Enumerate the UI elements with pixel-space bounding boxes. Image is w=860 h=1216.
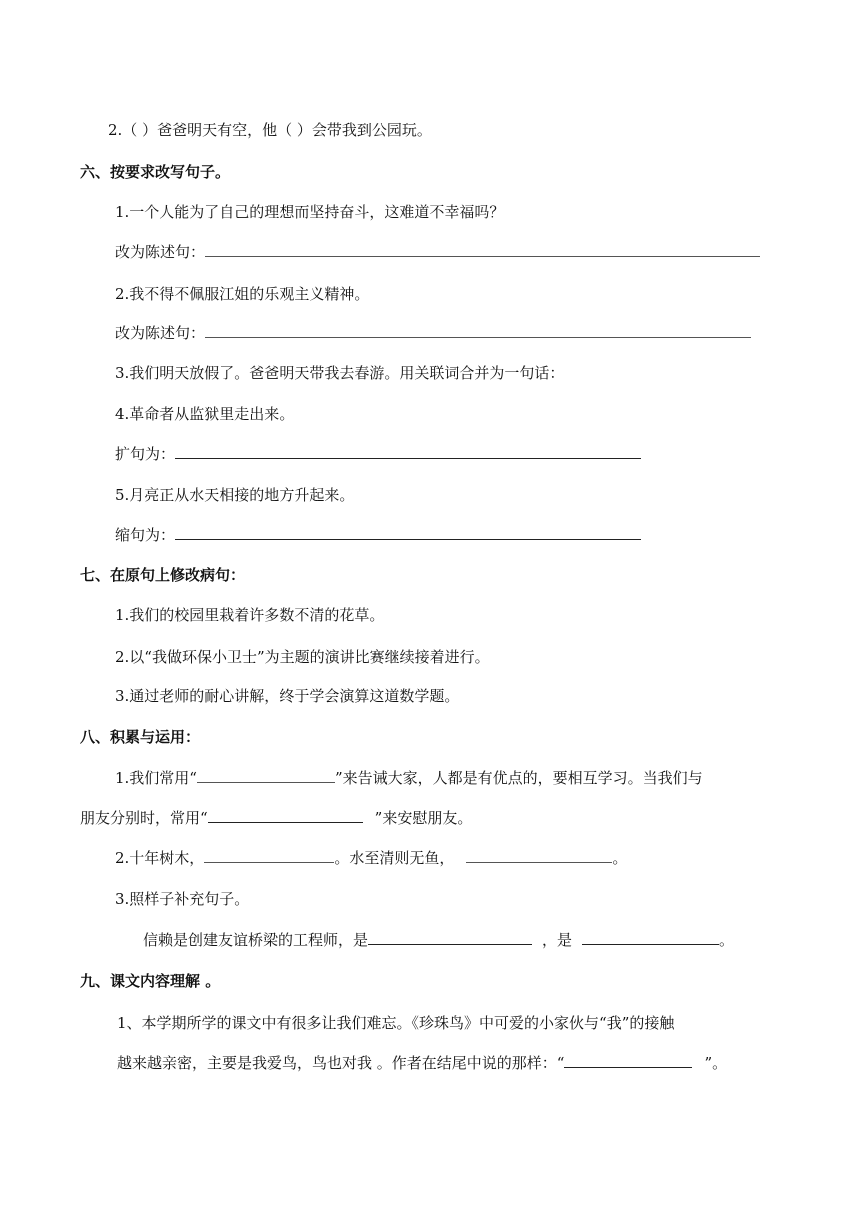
question-9-1-text-b: ”。: [704, 1054, 728, 1072]
answer-6-5-row: [115, 525, 641, 545]
question-8-2-text-c: 。: [612, 849, 628, 867]
question-8-2: [115, 848, 627, 868]
answer-6-1-label: 改为陈述句：: [115, 243, 206, 261]
answer-6-4-label: 扩句为：: [115, 445, 176, 463]
question-8-1-text-d: ”来安慰朋友。: [374, 809, 473, 827]
question-8-2-text-a: 2.十年树木，: [115, 849, 205, 867]
question-5-2: 2.（ ）爸爸明天有空，他（ ）会带我到公园玩。: [108, 121, 432, 139]
answer-6-2-label: 改为陈述句：: [115, 324, 206, 342]
question-6-5: 5.月亮正从水天相接的地方升起来。: [115, 486, 355, 504]
answer-8-2-blank-2[interactable]: [466, 848, 612, 863]
answer-6-4-row: [115, 444, 641, 464]
question-6-3: 3.我们明天放假了。爸爸明天带我去春游。用关联词合并为一句话：: [115, 364, 565, 382]
answer-8-1-blank-2[interactable]: [208, 808, 363, 823]
answer-6-5-blank[interactable]: [175, 525, 641, 540]
question-8-3-example: [143, 930, 734, 950]
question-8-3-text-c: 。: [719, 931, 735, 949]
question-8-2-text-b: 。水至清则无鱼，: [334, 849, 455, 867]
question-6-1: 1.一个人能为了自己的理想而坚持奋斗，这难道不幸福吗？: [115, 203, 505, 221]
answer-6-4-blank[interactable]: [175, 444, 641, 459]
answer-8-2-blank-1[interactable]: [204, 848, 334, 863]
question-8-1-line2: [80, 808, 472, 828]
answer-8-3-blank-1[interactable]: [368, 930, 532, 945]
question-9-1-text-a: 越来越亲密，主要是我爱鸟，鸟也对我 。作者在结尾中说的那样：“: [117, 1054, 565, 1072]
answer-6-5-label: 缩句为：: [115, 526, 176, 544]
answer-6-2-row: [115, 323, 751, 343]
question-8-1-text-c: 朋友分别时，常用“: [80, 809, 208, 827]
question-7-1: 1.我们的校园里栽着许多数不清的花草。: [115, 606, 385, 624]
question-8-3-text-b: ，是: [542, 931, 573, 949]
question-9-1-line1: 1、本学期所学的课文中有很多让我们难忘。《珍珠鸟》中可爱的小家伙与“我”的接触: [117, 1014, 675, 1032]
answer-6-1-blank[interactable]: [205, 242, 760, 257]
answer-8-1-blank-1[interactable]: [197, 768, 335, 783]
question-7-2: 2.以“我做环保小卫士”为主题的演讲比赛继续接着进行。: [115, 648, 490, 666]
question-8-1-text-b: ”来告诫大家，人都是有优点的，要相互学习。当我们与: [334, 769, 703, 787]
question-7-3: 3.通过老师的耐心讲解，终于学会演算这道数学题。: [115, 687, 460, 705]
answer-8-3-blank-2[interactable]: [582, 930, 719, 945]
question-6-4: 4.革命者从监狱里走出来。: [115, 405, 295, 423]
section-6-heading: 六、按要求改写句子。: [80, 163, 231, 181]
question-8-3: 3.照样子补充句子。: [115, 890, 250, 908]
question-6-2: 2.我不得不佩服江姐的乐观主义精神。: [115, 285, 370, 303]
section-9-heading: 九、课文内容理解 。: [80, 972, 221, 990]
question-8-3-text-a: 信赖是创建友谊桥梁的工程师，是: [143, 931, 369, 949]
answer-9-1-blank[interactable]: [564, 1053, 692, 1068]
answer-6-1-row: [115, 242, 760, 262]
answer-6-2-blank[interactable]: [205, 323, 751, 338]
question-8-1-line1: [115, 768, 703, 788]
question-9-1-line2: [117, 1053, 727, 1073]
section-8-heading: 八、积累与运用：: [80, 728, 201, 746]
question-8-1-text-a: 1.我们常用“: [115, 769, 197, 787]
section-7-heading: 七、在原句上修改病句：: [80, 566, 246, 584]
